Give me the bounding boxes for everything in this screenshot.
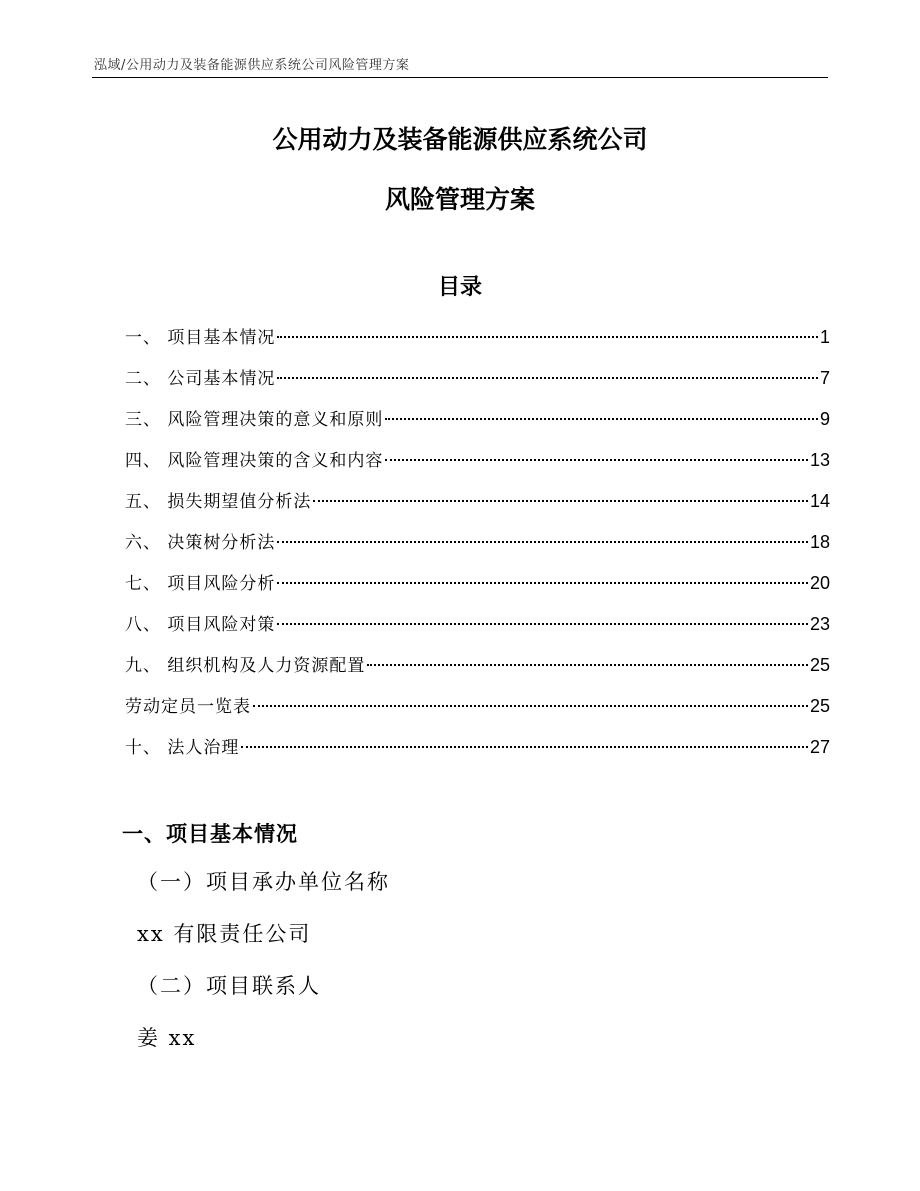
subsection-heading: （一）项目承办单位名称 — [137, 870, 390, 894]
section-heading: 一、项目基本情况 — [122, 822, 298, 846]
toc-item-label: 六、 决策树分析法 — [125, 533, 276, 553]
toc-item-page: 7 — [819, 368, 830, 388]
toc-item-page: 1 — [819, 327, 830, 347]
table-of-contents — [125, 323, 830, 774]
toc-item-page: 25 — [809, 696, 830, 716]
toc-item-label: 八、 项目风险对策 — [125, 615, 276, 635]
document-subtitle: 风险管理方案 — [384, 185, 535, 214]
toc-item-label: 十、 法人治理 — [125, 738, 240, 758]
toc-item[interactable] — [125, 610, 830, 651]
toc-leader-dots — [241, 746, 808, 748]
toc-item[interactable] — [125, 528, 830, 569]
toc-item-page: 14 — [809, 491, 830, 511]
toc-item-page: 13 — [809, 450, 830, 470]
toc-leader-dots — [385, 459, 808, 461]
toc-item[interactable] — [125, 692, 830, 733]
header-divider — [92, 77, 828, 78]
toc-item-label: 三、 风险管理决策的意义和原则 — [125, 410, 384, 430]
toc-item-label: 七、 项目风险分析 — [125, 574, 276, 594]
toc-item-label: 九、 组织机构及人力资源配置 — [125, 656, 366, 676]
toc-item[interactable] — [125, 446, 830, 487]
document-title: 公用动力及装备能源供应系统公司 — [272, 125, 648, 154]
toc-leader-dots — [277, 336, 818, 338]
contact-person: 姜 xx — [137, 1026, 197, 1050]
toc-leader-dots — [367, 664, 808, 666]
toc-item[interactable] — [125, 364, 830, 405]
toc-leader-dots — [277, 623, 808, 625]
subsection-heading: （二）项目联系人 — [137, 974, 321, 998]
toc-item-page: 20 — [809, 573, 830, 593]
toc-item-label: 四、 风险管理决策的含义和内容 — [125, 451, 384, 471]
toc-item[interactable] — [125, 405, 830, 446]
toc-leader-dots — [253, 705, 808, 707]
toc-leader-dots — [277, 582, 808, 584]
toc-leader-dots — [313, 500, 808, 502]
toc-item-page: 25 — [809, 655, 830, 675]
toc-item-label: 二、 公司基本情况 — [125, 369, 276, 389]
toc-item-page: 27 — [809, 737, 830, 757]
toc-item[interactable] — [125, 733, 830, 774]
company-name: xx 有限责任公司 — [137, 922, 312, 946]
toc-item[interactable] — [125, 487, 830, 528]
toc-item-page: 9 — [819, 409, 830, 429]
toc-item[interactable] — [125, 651, 830, 692]
toc-leader-dots — [277, 541, 808, 543]
toc-item-label: 劳动定员一览表 — [125, 697, 251, 717]
toc-item-page: 18 — [809, 532, 830, 552]
toc-leader-dots — [385, 418, 818, 420]
toc-leader-dots — [277, 377, 818, 379]
toc-heading: 目录 — [437, 275, 482, 300]
toc-item-label: 五、 损失期望值分析法 — [125, 492, 312, 512]
toc-item[interactable] — [125, 569, 830, 610]
page-header: 泓域/公用动力及装备能源供应系统公司风险管理方案 — [94, 58, 410, 73]
toc-item-label: 一、 项目基本情况 — [125, 328, 276, 348]
toc-item-page: 23 — [809, 614, 830, 634]
toc-item[interactable] — [125, 323, 830, 364]
